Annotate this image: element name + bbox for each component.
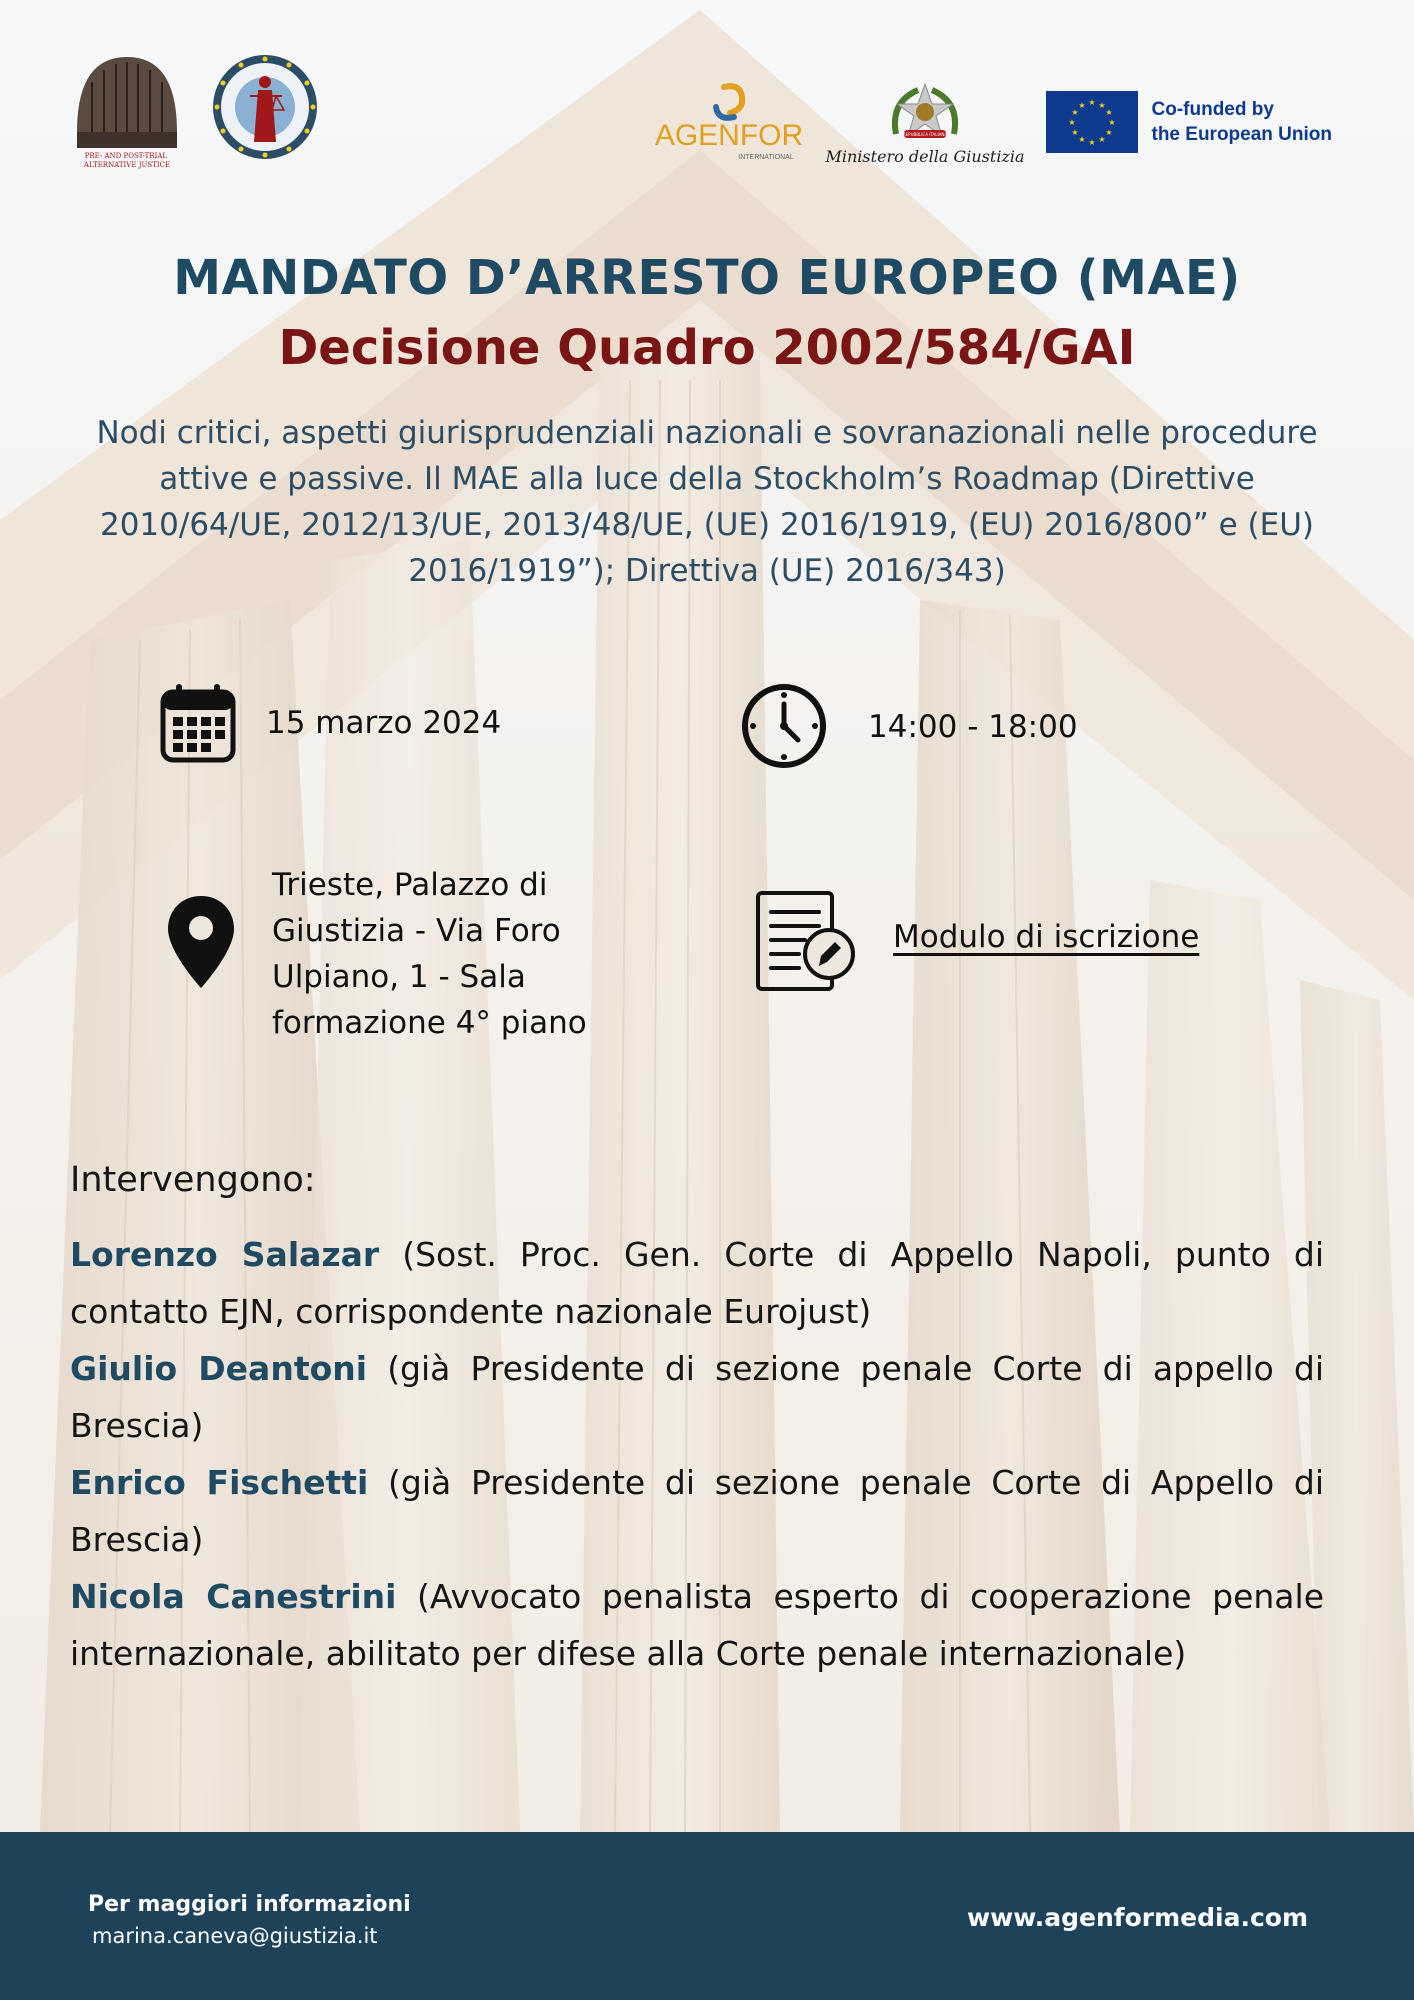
event-location-text: Trieste, Palazzo di Giustizia - Via Foro Ulpiano, 1 - Sala formazione 4° piano: [272, 867, 587, 1041]
event-description: Nodi critici, aspetti giurisprudenziali nazionali e sovranazionali nelle procedure attive e passive. Il MAE alla luce della Stockholm’s Roadmap (Direttive 2010/64/UE, 2012/13/UE, 2013/48/UE, (UE) 2016/1919, (EU) 2016/800” e (EU) 2016/1919”); Direttiva (UE) 2016/343): [96, 415, 1318, 589]
ministero-seal-text: REPUBBLICA ITALIANA: [902, 132, 947, 137]
svg-text:★: ★: [1070, 128, 1079, 137]
svg-text:★: ★: [1077, 101, 1086, 110]
eu-cofunded-text: Co-funded by the European Union: [1151, 99, 1332, 145]
speaker-name: Nicola Canestrini: [70, 1577, 397, 1616]
location-pin-icon: [166, 894, 236, 1003]
speaker-role: (Sost. Proc. Gen. Corte di Appello Napoli, punto di contatto EJN, corrispondente nazionale Eurojust): [70, 1235, 1324, 1331]
footer-info-label: Per maggiori informazioni: [88, 1892, 411, 1917]
panopticon-caption-line-2: ALTERNATIVE JUSTICE: [83, 161, 171, 169]
svg-text:★: ★: [1087, 98, 1096, 107]
svg-text:★: ★: [1107, 118, 1116, 127]
agenfor-sub: INTERNATIONAL: [737, 154, 794, 161]
footer: [0, 1832, 1414, 2000]
eu-flag-icon: [1046, 91, 1138, 153]
svg-text:★: ★: [1067, 118, 1076, 127]
pre-post-trial-justice-logo: [72, 52, 182, 174]
svg-text:PRE- AND POST-TRIAL AL: [83, 152, 170, 169]
speaker-name: Lorenzo Salazar: [70, 1235, 380, 1274]
svg-text:★: ★: [1104, 128, 1113, 137]
clock-icon: [740, 682, 828, 783]
ministero-name: Ministero della Giustizia: [824, 147, 1025, 166]
agenfor-logo: [654, 77, 804, 167]
registration-form[interactable]: [755, 890, 1199, 1007]
agenfor-name: AGENFOR: [654, 119, 803, 152]
speaker-role: (già Presidente di sezione penale Corte di appello di Brescia): [70, 1349, 1324, 1445]
speaker-item: [70, 1454, 1324, 1568]
event-location: [166, 862, 622, 1046]
registration-form-link[interactable]: Modulo di iscrizione: [893, 919, 1200, 955]
speaker-name: Giulio Deantoni: [70, 1349, 368, 1388]
svg-text:★: ★: [1077, 135, 1086, 144]
speaker-item: [70, 1340, 1324, 1454]
speaker-name: Enrico Fischetti: [70, 1463, 369, 1502]
svg-text:★: ★: [1097, 101, 1106, 110]
speaker-item: [70, 1226, 1324, 1340]
form-document-icon: [755, 890, 857, 1007]
decision-title: Decisione Quadro 2002/584/GAI: [278, 320, 1136, 376]
event-date-text: 15 marzo 2024: [266, 705, 502, 741]
ministero-giustizia-logo: [824, 72, 1025, 172]
panopticon-caption-line-1: PRE- AND POST-TRIAL: [84, 152, 168, 160]
justice-emblem-logo: [210, 52, 320, 162]
speakers-heading: Intervengono:: [70, 1160, 316, 1200]
event-time: [740, 682, 1078, 783]
eu-cofunded-logo: [1046, 91, 1333, 153]
svg-text:★: ★: [1087, 138, 1096, 147]
event-time-text: 14:00 - 18:00: [868, 709, 1078, 745]
speaker-role: (Avvocato penalista esperto di cooperazione penale internazionale, abilitato per difese alla Corte penale internazionale): [70, 1577, 1324, 1673]
speaker-item: [70, 1568, 1324, 1682]
event-date: [160, 682, 501, 777]
speakers-section: [70, 1160, 1324, 1682]
speaker-role: (già Presidente di sezione penale Corte di Appello di Brescia): [70, 1463, 1324, 1559]
svg-text:★: ★: [1104, 108, 1113, 117]
calendar-icon: [160, 682, 236, 777]
footer-website-link[interactable]: www.agenformedia.com: [967, 1903, 1308, 1932]
footer-email-link[interactable]: marina.caneva@giustizia.it: [92, 1924, 378, 1948]
svg-text:★: ★: [1070, 108, 1079, 117]
svg-text:★: ★: [1097, 135, 1106, 144]
page-title: MANDATO D’ARRESTO EUROPEO (MAE): [173, 250, 1241, 306]
